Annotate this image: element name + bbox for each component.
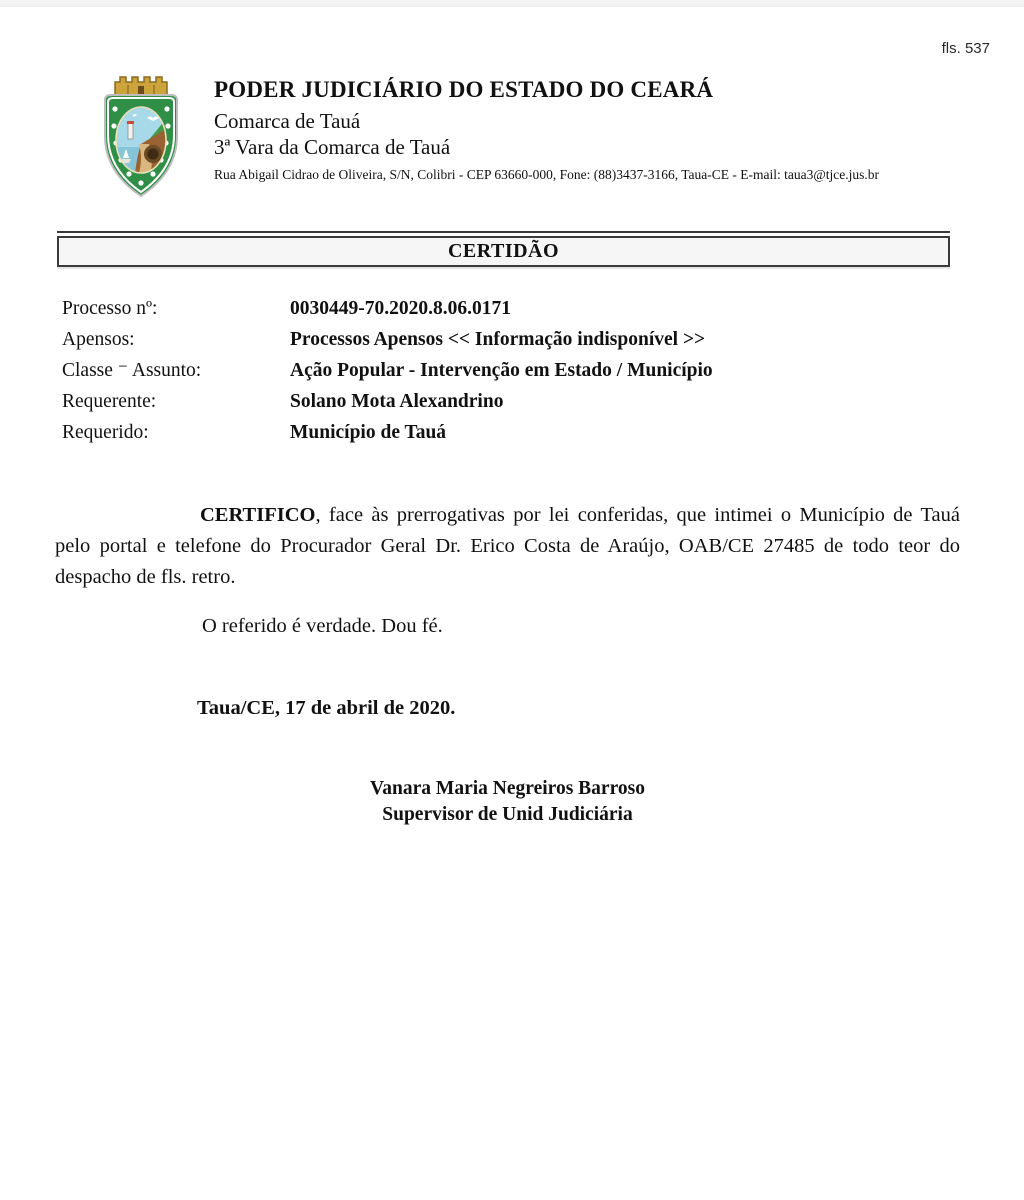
court-address: Rua Abigail Cidrao de Oliveira, S/N, Colibri - CEP 63660-000, Fone: (88)3437-3166, Taua-CE - E-mail: taua3@tjce.jus.br (214, 167, 880, 183)
signature-block (55, 776, 960, 828)
requerido-value: Município de Tauá (290, 422, 447, 443)
signer-role: Supervisor de Unid Judiciária (382, 804, 633, 825)
process-number-value: 0030449-70.2020.8.06.0171 (290, 298, 511, 319)
process-info-table (62, 293, 960, 448)
comarca-line: Comarca de Tauá (214, 108, 361, 133)
court-title: PODER JUDICIÁRIO DO ESTADO DO CEARÁ (214, 77, 714, 102)
table-row (62, 417, 960, 448)
classe-assunto-label: Classe ⁻ Assunto: (62, 360, 202, 381)
process-number-label: Processo nº: (62, 298, 158, 319)
ceara-coat-of-arms-icon (95, 74, 187, 205)
top-strip (0, 0, 1024, 7)
apensos-label: Apensos: (62, 329, 135, 350)
table-row (62, 355, 960, 386)
classe-assunto-value: Ação Popular - Intervenção em Estado / Município (290, 360, 713, 381)
document-header (95, 72, 960, 205)
header-text-block (214, 72, 879, 185)
signer-name: Vanara Maria Negreiros Barroso (370, 778, 645, 799)
folio-number: fls. 537 (941, 40, 990, 57)
apensos-value: Processos Apensos << Informação indisponível >> (290, 329, 706, 350)
certificate-body (55, 500, 960, 724)
document-content (55, 72, 960, 828)
crown (115, 77, 167, 96)
requerente-label: Requerente: (62, 391, 157, 412)
affirmation-paragraph: O referido é verdade. Dou fé. (202, 615, 443, 637)
document-title: CERTIDÃO (447, 240, 560, 262)
vara-line: 3ª Vara da Comarca de Tauá (214, 134, 451, 159)
certifico-paragraph (55, 500, 960, 593)
table-row (62, 386, 960, 417)
date-line: Taua/CE, 17 de abril de 2020. (197, 697, 456, 719)
certidao-title-bar (57, 236, 950, 267)
certifico-lead: CERTIFICO (200, 504, 316, 526)
table-row (62, 324, 960, 355)
requerente-value: Solano Mota Alexandrino (290, 391, 504, 412)
certifico-text: , face às prerrogativas por lei conferidas, que intimei o Município de Tauá pelo portal e telefone do Procurador Geral Dr. Erico Costa de Araújo, OAB/CE 27485 de todo teor do despacho de fls. retro. (55, 504, 960, 588)
certidao-title-box (57, 231, 950, 267)
requerido-label: Requerido: (62, 422, 149, 443)
table-row (62, 293, 960, 324)
